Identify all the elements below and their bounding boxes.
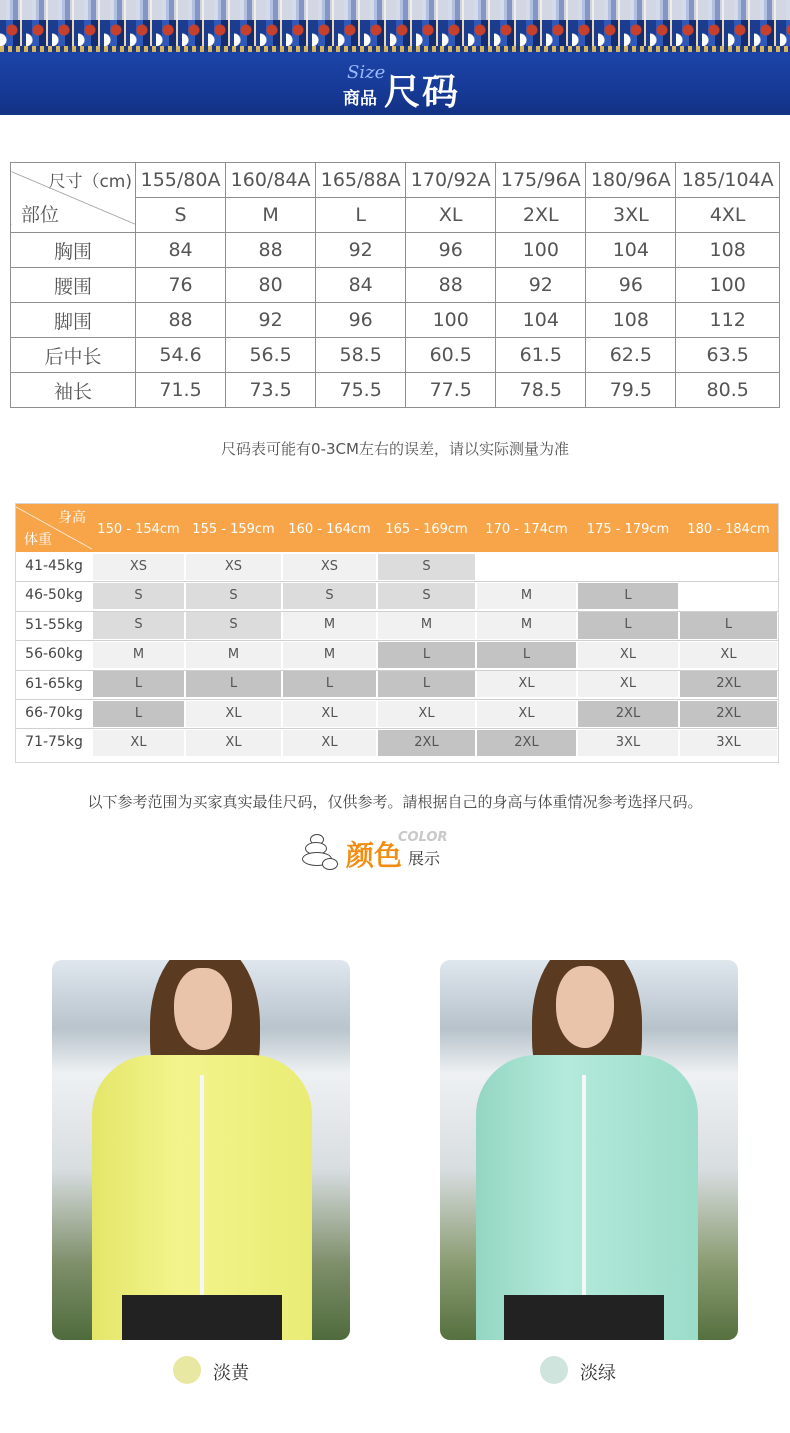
color-section-title: [300, 828, 460, 878]
size-recommendation-cell: 2XL: [477, 730, 576, 756]
size-recommendation-cell: XL: [578, 642, 678, 668]
size-recommendation-cell: M: [378, 612, 475, 638]
table-cell: 96: [316, 303, 406, 338]
row-label: 后中长: [11, 338, 136, 373]
table-cell: 71.5: [136, 373, 226, 408]
size-recommendation-cell: S: [283, 583, 376, 609]
size-recommendation-cell: S: [378, 554, 475, 580]
spec-header: 165/88A: [316, 163, 406, 198]
size-recommendation-cell: 2XL: [378, 730, 475, 756]
row-label: 腰围: [11, 268, 136, 303]
color-title-en: COLOR: [398, 830, 448, 845]
color-option[interactable]: [173, 1356, 293, 1386]
size-table: [10, 162, 780, 408]
size-header: L: [316, 198, 406, 233]
table-cell: 104: [496, 303, 586, 338]
table-row: [11, 268, 780, 303]
size-recommendation-cell: L: [680, 612, 777, 638]
spec-header: 160/84A: [226, 163, 316, 198]
table-cell: 62.5: [586, 338, 676, 373]
size-error-note: 尺码表可能有0-3CM左右的误差，请以实际测量为准: [221, 440, 569, 458]
size-recommendation-cell: [680, 583, 777, 609]
color-name: 淡黄: [213, 1363, 249, 1384]
table-cell: 100: [676, 268, 780, 303]
spec-header: 170/92A: [406, 163, 496, 198]
height-range-header: 175 - 179cm: [586, 522, 670, 537]
table-cell: 80.5: [676, 373, 780, 408]
size-recommendation-cell: S: [186, 612, 281, 638]
size-recommendation-cell: XL: [93, 730, 184, 756]
size-recommendation-cell: XL: [186, 730, 281, 756]
size-header: 3XL: [586, 198, 676, 233]
size-recommendation-cell: XS: [283, 554, 376, 580]
height-range-header: 180 - 184cm: [687, 522, 770, 537]
table-cell: 58.5: [316, 338, 406, 373]
table-cell: 92: [496, 268, 586, 303]
size-recommendation-cell: [680, 554, 777, 580]
size-header: S: [136, 198, 226, 233]
table-cell: 77.5: [406, 373, 496, 408]
table-row: [11, 373, 780, 408]
weight-range-label: 66-70kg: [25, 705, 83, 721]
table-cell: 100: [496, 233, 586, 268]
size-recommendation-cell: 2XL: [680, 671, 777, 697]
title-small-text: 商品: [343, 89, 377, 109]
size-recommendation-cell: L: [578, 612, 678, 638]
table-cell: 84: [316, 268, 406, 303]
product-photo-light-green: [440, 960, 738, 1340]
corner-top-label: 尺寸（cm): [48, 172, 132, 192]
spec-header: 155/80A: [136, 163, 226, 198]
table-cell: 73.5: [226, 373, 316, 408]
size-recommendation-cell: M: [477, 583, 576, 609]
decorative-pattern: [0, 0, 790, 52]
table-cell: 88: [226, 233, 316, 268]
size-recommendation-cell: S: [186, 583, 281, 609]
size-recommendation-cell: XL: [680, 642, 777, 668]
table-cell: 75.5: [316, 373, 406, 408]
size-recommendation-cell: XL: [283, 730, 376, 756]
weight-range-label: 46-50kg: [25, 587, 83, 604]
size-recommendation-cell: S: [378, 583, 475, 609]
size-recommendation-cell: XS: [93, 554, 184, 580]
table-cell: 96: [586, 268, 676, 303]
section-title: [0, 60, 790, 113]
size-recommendation-cell: L: [578, 583, 678, 609]
size-recommendation-cell: L: [378, 642, 475, 668]
row-label: 袖长: [11, 373, 136, 408]
table-row: [11, 233, 780, 268]
size-recommendation-cell: M: [93, 642, 184, 668]
table-cell: 104: [586, 233, 676, 268]
size-recommendation-cell: [477, 554, 576, 580]
table-cell: 76: [136, 268, 226, 303]
stones-icon: [300, 834, 340, 872]
size-recommendation-cell: 2XL: [680, 701, 777, 727]
weight-range-label: 51-55kg: [25, 616, 83, 633]
size-recommendation-cell: XL: [378, 701, 475, 727]
weight-range-label: 71-75kg: [25, 734, 83, 751]
weight-range-label: 56-60kg: [25, 646, 83, 663]
size-recommendation-cell: 2XL: [578, 701, 678, 727]
spec-header: 185/104A: [676, 163, 780, 198]
size-header: M: [226, 198, 316, 233]
table-cell: 92: [226, 303, 316, 338]
size-recommendation-cell: M: [186, 642, 281, 668]
corner-height-label: 身高: [58, 510, 86, 526]
grid-corner: [16, 504, 92, 552]
row-label: 脚围: [11, 303, 136, 338]
title-text: 尺码: [384, 72, 461, 113]
size-header: 4XL: [676, 198, 780, 233]
table-row: [11, 303, 780, 338]
color-name: 淡绿: [580, 1363, 616, 1384]
header-banner: [0, 0, 790, 115]
table-cell: 92: [316, 233, 406, 268]
table-cell: 63.5: [676, 338, 780, 373]
height-range-header: 155 - 159cm: [192, 522, 275, 537]
height-range-header: 170 - 174cm: [485, 522, 568, 537]
size-recommendation-cell: M: [283, 642, 376, 668]
size-recommendation-cell: L: [93, 671, 184, 697]
size-recommendation-cell: S: [93, 583, 184, 609]
product-photo-light-yellow: [52, 960, 350, 1340]
table-cell: 84: [136, 233, 226, 268]
swatch-light-green: [540, 1356, 568, 1384]
table-cell: 96: [406, 233, 496, 268]
table-cell: 100: [406, 303, 496, 338]
corner-weight-label: 体重: [24, 532, 52, 548]
size-recommendation-cell: M: [283, 612, 376, 638]
table-cell: 112: [676, 303, 780, 338]
size-recommendation-cell: L: [283, 671, 376, 697]
size-recommendation-cell: M: [477, 612, 576, 638]
table-cell: 108: [586, 303, 676, 338]
table-row: [11, 338, 780, 373]
color-title-cn: 颜色: [346, 839, 403, 872]
size-recommendation-cell: XL: [283, 701, 376, 727]
title-script-text: Size: [347, 62, 386, 83]
color-option[interactable]: [540, 1356, 660, 1386]
spec-header: 175/96A: [496, 163, 586, 198]
table-cell: 60.5: [406, 338, 496, 373]
size-recommendation-cell: 3XL: [578, 730, 678, 756]
color-subtitle: 展示: [408, 849, 441, 868]
height-range-header: 150 - 154cm: [97, 522, 180, 537]
table-corner: [11, 163, 136, 233]
size-recommendation-cell: 3XL: [680, 730, 777, 756]
table-cell: 88: [136, 303, 226, 338]
weight-range-label: 41-45kg: [25, 558, 83, 574]
swatch-light-yellow: [173, 1356, 201, 1384]
corner-bottom-label: 部位: [21, 204, 60, 226]
row-label: 胸围: [11, 233, 136, 268]
weight-range-label: 61-65kg: [25, 675, 83, 692]
height-range-header: 160 - 164cm: [288, 522, 371, 537]
table-cell: 54.6: [136, 338, 226, 373]
size-header: 2XL: [496, 198, 586, 233]
size-recommendation-cell: L: [186, 671, 281, 697]
size-recommendation-cell: XL: [186, 701, 281, 727]
table-cell: 88: [406, 268, 496, 303]
spec-header: 180/96A: [586, 163, 676, 198]
size-recommendation-cell: L: [477, 642, 576, 668]
size-recommendation-cell: XL: [477, 671, 576, 697]
size-recommendation-cell: XL: [578, 671, 678, 697]
table-cell: 108: [676, 233, 780, 268]
size-recommendation-cell: XS: [186, 554, 281, 580]
size-recommendation-cell: L: [378, 671, 475, 697]
reference-note: 以下参考范围为买家真实最佳尺码，仅供参考。請根据自己的身高与体重情况参考选择尺码。: [87, 793, 703, 811]
height-range-header: 165 - 169cm: [385, 522, 468, 537]
table-cell: 61.5: [496, 338, 586, 373]
table-cell: 79.5: [586, 373, 676, 408]
table-cell: 78.5: [496, 373, 586, 408]
size-recommendation-cell: XL: [477, 701, 576, 727]
weight-height-chart: [15, 503, 779, 763]
size-recommendation-cell: S: [93, 612, 184, 638]
table-cell: 56.5: [226, 338, 316, 373]
size-recommendation-cell: [578, 554, 678, 580]
table-cell: 80: [226, 268, 316, 303]
size-recommendation-cell: L: [93, 701, 184, 727]
size-header: XL: [406, 198, 496, 233]
